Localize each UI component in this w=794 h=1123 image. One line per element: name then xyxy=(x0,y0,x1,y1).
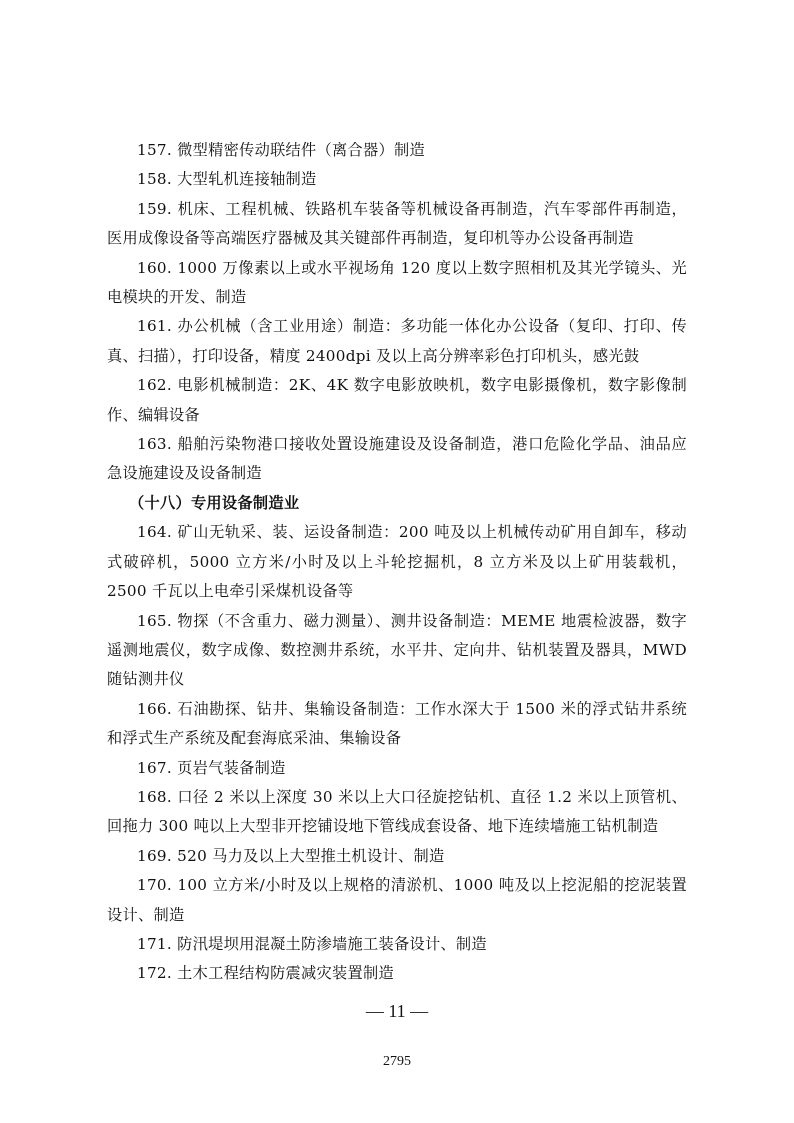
list-item-159: 159. 机床、工程机械、铁路机车装备等机械设备再制造，汽车零部件再制造，医用成像设备等高端医疗器械及其关键部件再制造，复印机等办公设备再制造 xyxy=(107,199,687,248)
list-item-165: 165. 物探（不含重力、磁力测量）、测井设备制造：MEME 地震检波器，数字遥测地震仪，数字成像、数控测井系统，水平井、定向井、钻机装置及器具，MWD 随钻测井仪 xyxy=(107,611,687,689)
list-item-172: 172. 土木工程结构防震减灾装置制造 xyxy=(137,964,394,983)
list-item-163: 163. 船舶污染物港口接收处置设施建设及设备制造，港口危险化学品、油品应急设施建设及设备制造 xyxy=(107,435,687,483)
page-number: — 11 — xyxy=(365,1001,429,1021)
list-item-157: 157. 微型精密传动联结件（离合器）制造 xyxy=(137,141,425,159)
list-item-168: 168. 口径 2 米以上深度 30 米以上大口径旋挖钻机、直径 1.2 米以上顶管机、回拖力 300 吨以上大型非开挖铺设地下管线成套设备、地下连续墙施工钻机制造 xyxy=(107,787,687,836)
list-item-158: 158. 大型轧机连接轴制造 xyxy=(137,170,317,189)
list-item-170: 170. 100 立方米/小时及以上规格的清淤机、1000 吨及以上挖泥船的挖泥装置设计、制造 xyxy=(107,876,687,924)
section-heading: （十八）专用设备制造业 xyxy=(129,493,300,512)
list-item-161: 161. 办公机械（含工业用途）制造：多功能一体化办公设备（复印、打印、传真、扫描），打印设备，精度 2400dpi 及以上高分辨率彩色打印机头，感光鼓 xyxy=(107,317,687,365)
list-item-164: 164. 矿山无轨采、装、运设备制造：200 吨及以上机械传动矿用自卸车，移动式破碎机，5000 立方米/小时及以上斗轮挖掘机，8 立方米及以上矿用装载机，2500 千瓦以上电牵引采煤机设备等 xyxy=(107,523,687,601)
list-item-167: 167. 页岩气装备制造 xyxy=(137,758,286,777)
footer-page-number: 2795 xyxy=(383,1054,411,1069)
document-body xyxy=(107,136,687,989)
list-item-162: 162. 电影机械制造：2K、4K 数字电影放映机，数字电影摄像机，数字影像制作、编辑设备 xyxy=(107,376,687,424)
list-item-166: 166. 石油勘探、钻井、集输设备制造：工作水深大于 1500 米的浮式钻井系统和浮式生产系统及配套海底采油、集输设备 xyxy=(107,699,687,748)
list-item-160: 160. 1000 万像素以上或水平视场角 120 度以上数字照相机及其光学镜头、光电模块的开发、制造 xyxy=(107,258,687,307)
list-item-171: 171. 防汛堤坝用混凝土防渗墙施工装备设计、制造 xyxy=(137,934,487,953)
list-item-169: 169. 520 马力及以上大型推土机设计、制造 xyxy=(137,846,445,865)
